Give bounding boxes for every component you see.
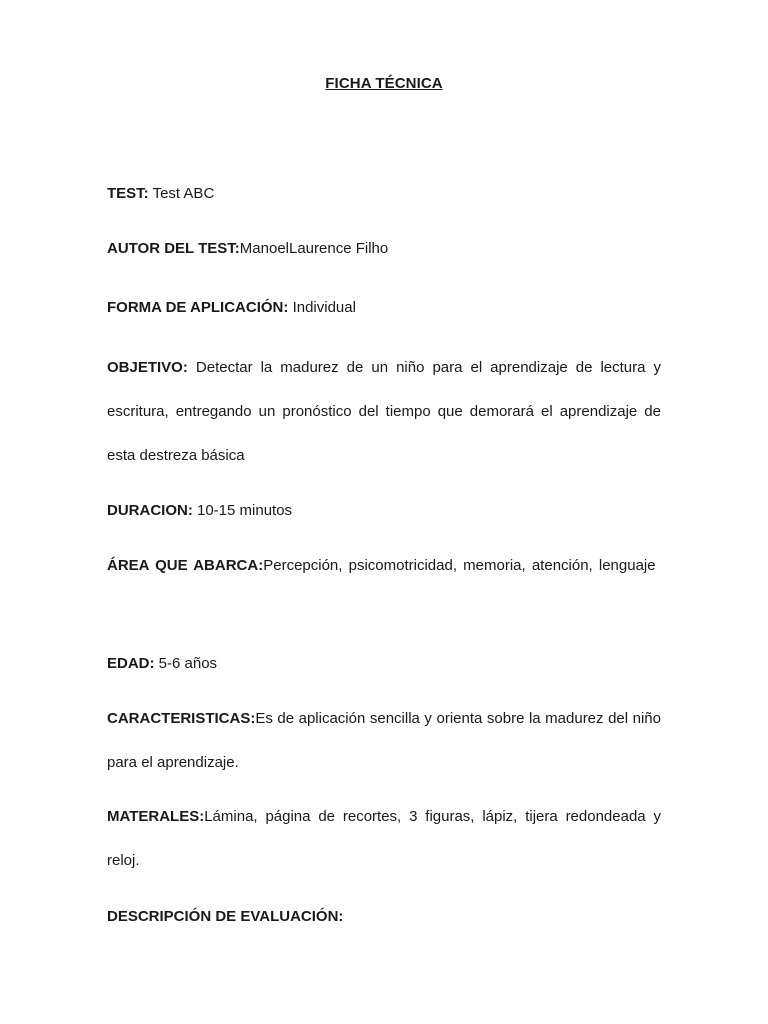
field-objetivo <box>107 346 661 478</box>
field-area-label: ÁREA QUE ABARCA: <box>107 557 264 574</box>
field-test <box>107 185 661 203</box>
field-area <box>107 544 661 588</box>
field-objetivo-value: Detectar la madurez de un niño para el aprendizaje de lectura y escritura, entregando un pronóstico del tiempo que demorará el aprendizaje de esta destreza básica <box>107 359 661 464</box>
field-descripcion <box>107 908 661 926</box>
field-caracteristicas-label: CARACTERISTICAS: <box>107 710 256 727</box>
field-autor-value: ManoelLaurence Filho <box>239 240 389 257</box>
document-title: FICHA TÉCNICA <box>325 75 443 92</box>
field-duracion <box>107 502 661 520</box>
field-edad <box>107 655 661 673</box>
field-forma-value: Individual <box>292 299 356 316</box>
field-autor <box>107 240 661 258</box>
field-edad-label: EDAD: <box>107 655 155 672</box>
field-objetivo-label: OBJETIVO: <box>107 359 188 376</box>
field-caracteristicas-value: Es de aplicación sencilla y orienta sobre la madurez del niño para el aprendizaje. <box>107 710 661 771</box>
field-forma-label: FORMA DE APLICACIÓN: <box>107 299 289 316</box>
field-materiales-label: MATERALES: <box>107 808 205 825</box>
field-descripcion-label: DESCRIPCIÓN DE EVALUACIÓN: <box>107 908 344 925</box>
field-duracion-label: DURACION: <box>107 502 193 519</box>
field-test-label: TEST: <box>107 185 149 202</box>
field-materiales <box>107 795 661 883</box>
field-autor-label: AUTOR DEL TEST: <box>107 240 240 257</box>
field-duracion-value: 10-15 minutos <box>197 502 293 519</box>
field-edad-value: 5-6 años <box>158 655 218 672</box>
field-caracteristicas <box>107 697 661 785</box>
field-area-value: Percepción, psicomotricidad, memoria, atención, lenguaje <box>263 557 656 574</box>
field-test-value: Test ABC <box>152 185 215 202</box>
field-materiales-value: Lámina, página de recortes, 3 figuras, lápiz, tijera redondeada y reloj. <box>107 808 661 869</box>
field-forma <box>107 299 661 317</box>
